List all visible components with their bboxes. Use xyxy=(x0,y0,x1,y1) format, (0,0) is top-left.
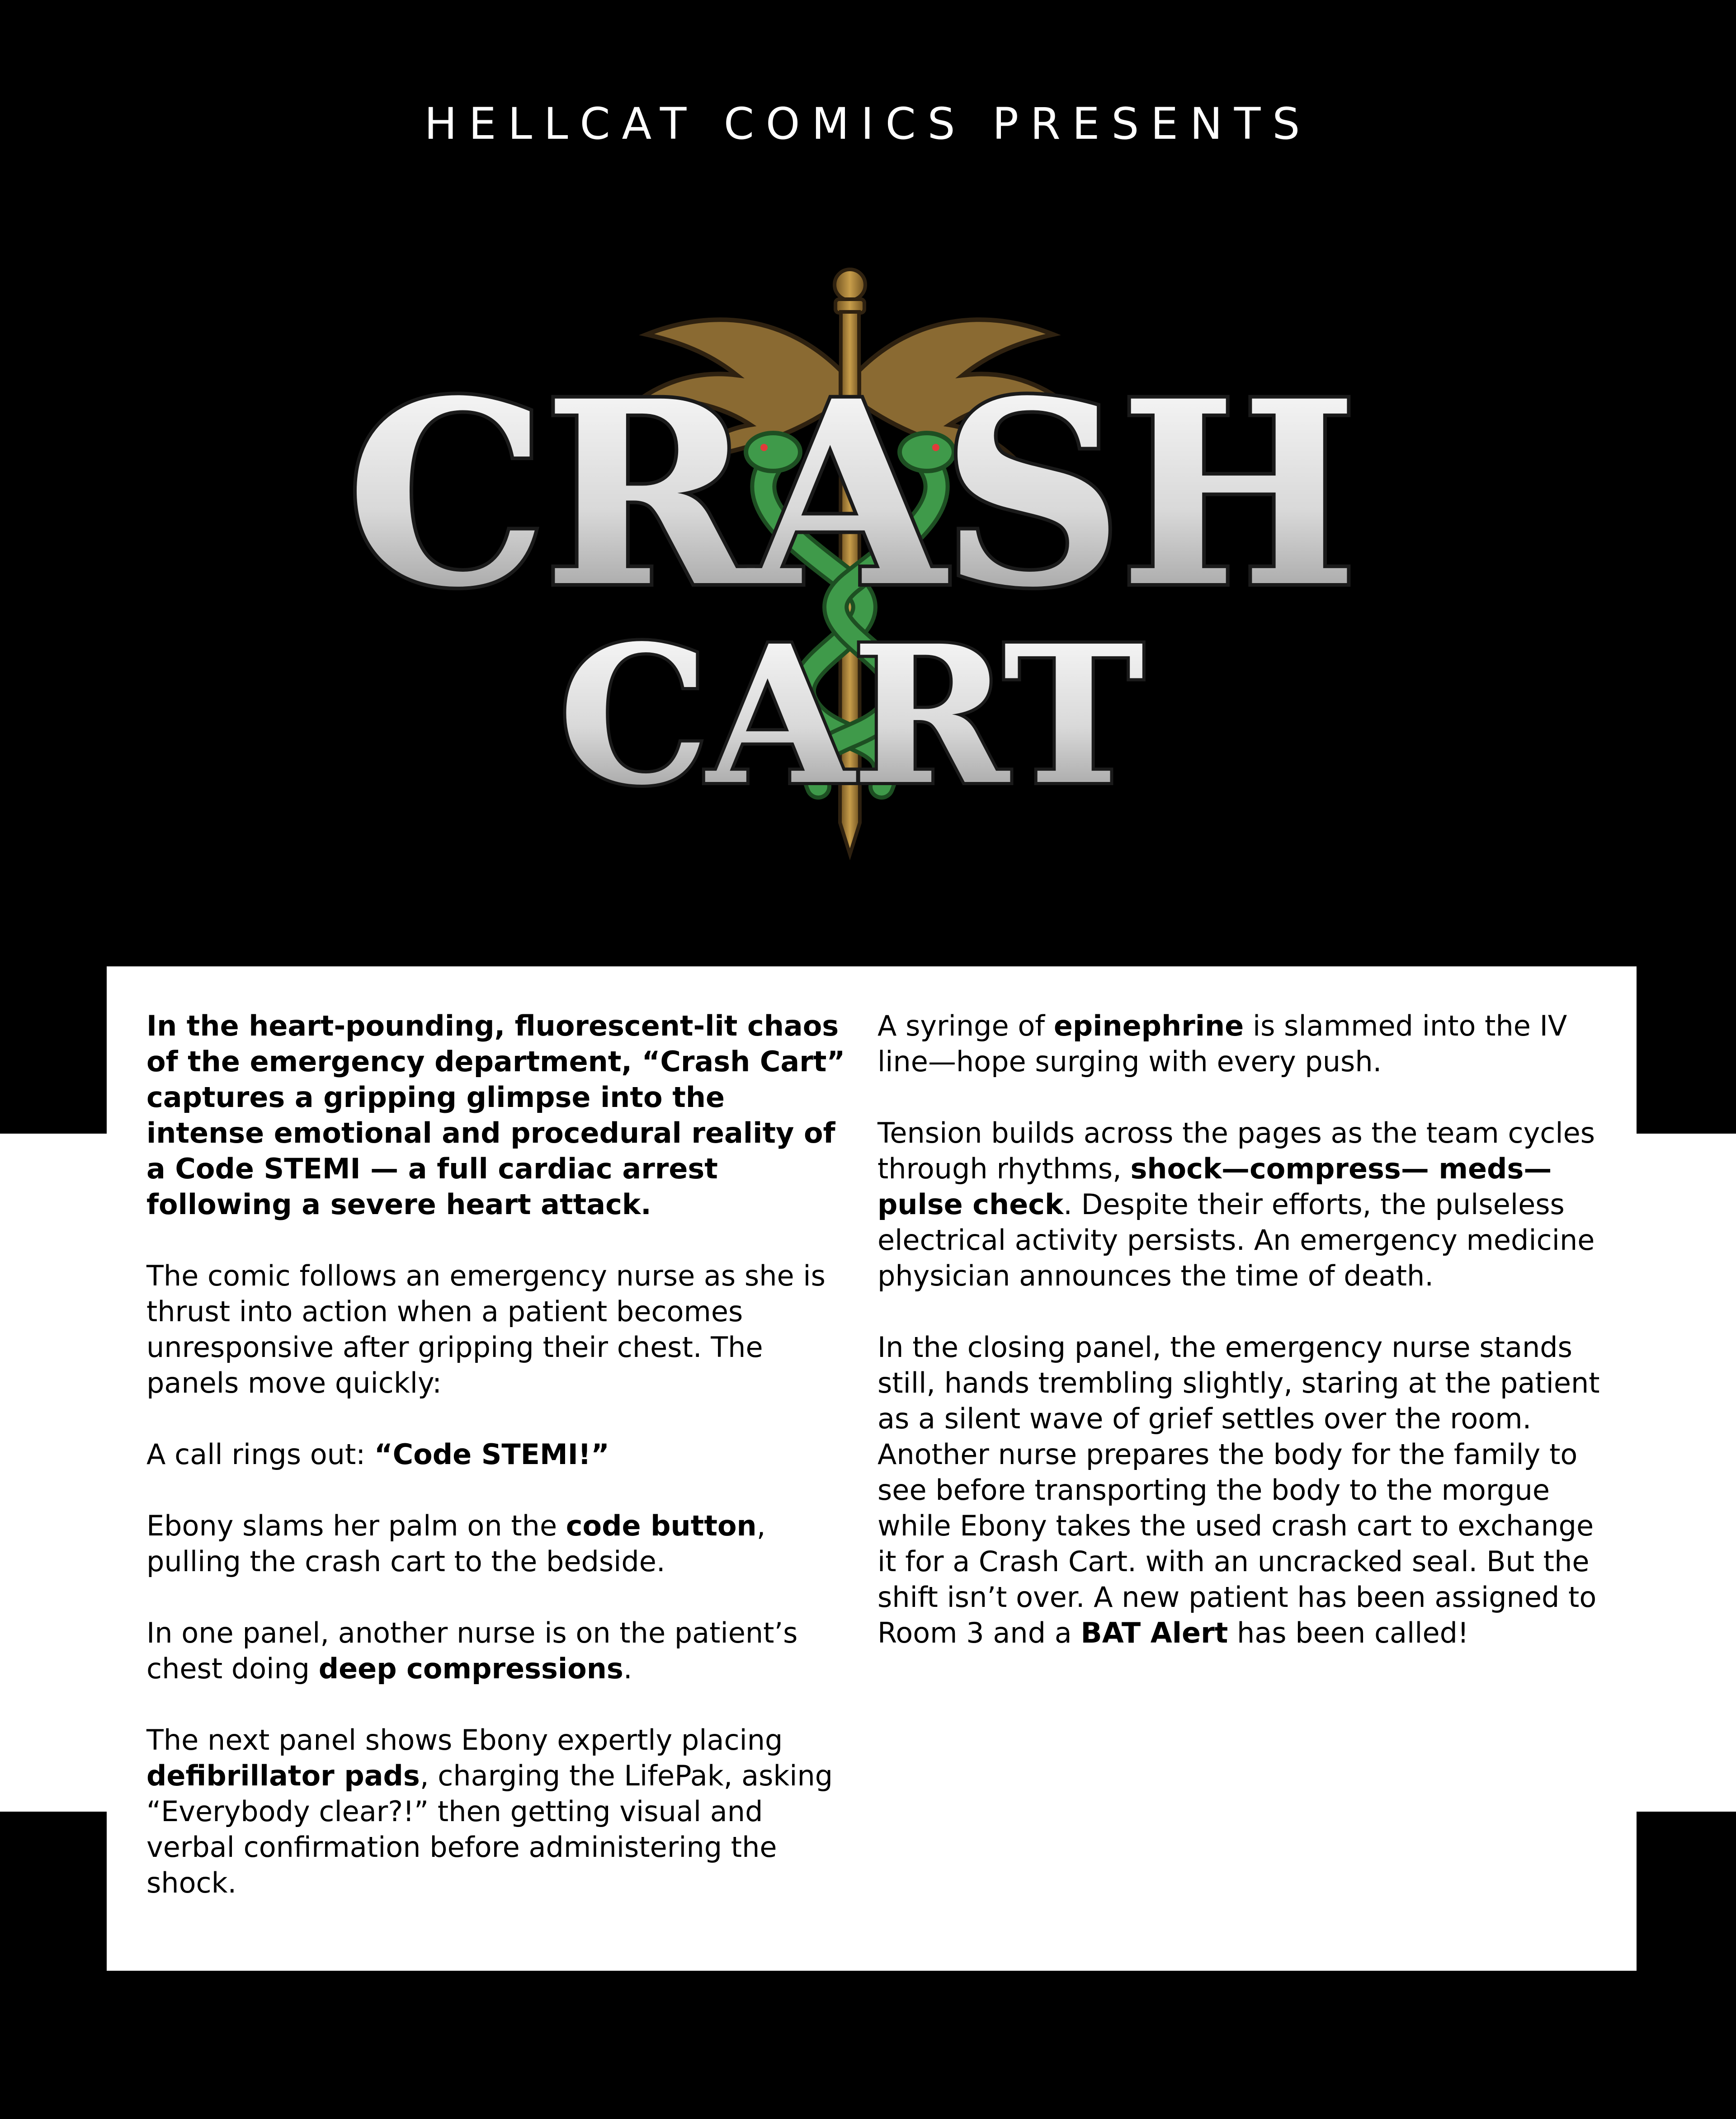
synopsis-paragraph: A syringe of epinephrine is slammed into the IV line—hope surging with every push. xyxy=(877,1009,1567,1078)
synopsis-paragraph: Ebony slams her palm on the code button, pulling the crash cart to the bedside. xyxy=(146,1509,766,1578)
crash-cart-logo xyxy=(280,267,1420,872)
synopsis-right-column xyxy=(877,1008,1610,1686)
logo-line-2: CART xyxy=(558,604,1142,827)
synopsis-paragraph: In the closing panel, the emergency nurse stands still, hands trembling slightly, staring at the patient as a silent wave of grief settles over the room. Another nurse prepares the body for the family to see before transporting the body to the morgue while Ebony takes the used crash cart to exchange it for a Crash Cart. with an uncracked seal. But the shift isn’t over. A new patient has been assigned to Room 3 and a BAT Alert has been called! xyxy=(877,1331,1600,1649)
synopsis-left-column xyxy=(146,1008,852,1936)
synopsis-paragraph: In one panel, another nurse is on the patient’s chest doing deep compressions. xyxy=(146,1616,798,1685)
synopsis-paragraph: The next panel shows Ebony expertly placing defibrillator pads, charging the LifePak, asking “Everybody clear?!” then getting visual and verbal confirmation before administering the shock. xyxy=(146,1723,833,1899)
synopsis-card xyxy=(107,966,1637,1971)
synopsis-paragraph: Tension builds across the pages as the team cycles through rhythms, shock—compress— meds— pulse check. Despite their efforts, the pulseless electrical activity persists. An emergency medicine physician announces the time of death. xyxy=(877,1116,1595,1292)
synopsis-paragraph: The comic follows an emergency nurse as she is thrust into action when a patient becomes unresponsive after gripping their chest. The panels move quickly: xyxy=(146,1259,826,1399)
publisher-heading: HELLCAT COMICS PRESENTS xyxy=(424,99,1312,149)
logo-line-1: CRASH xyxy=(346,346,1354,643)
synopsis-paragraph: A call rings out: “Code STEMI!” xyxy=(146,1438,609,1471)
synopsis-lede: In the heart-pounding, fluorescent-lit chaos of the emergency department, “Crash Cart” captures a gripping glimpse into the intense emotional and procedural reality of a Code STEMI — a full cardiac arrest following a severe heart attack. xyxy=(146,1009,845,1221)
